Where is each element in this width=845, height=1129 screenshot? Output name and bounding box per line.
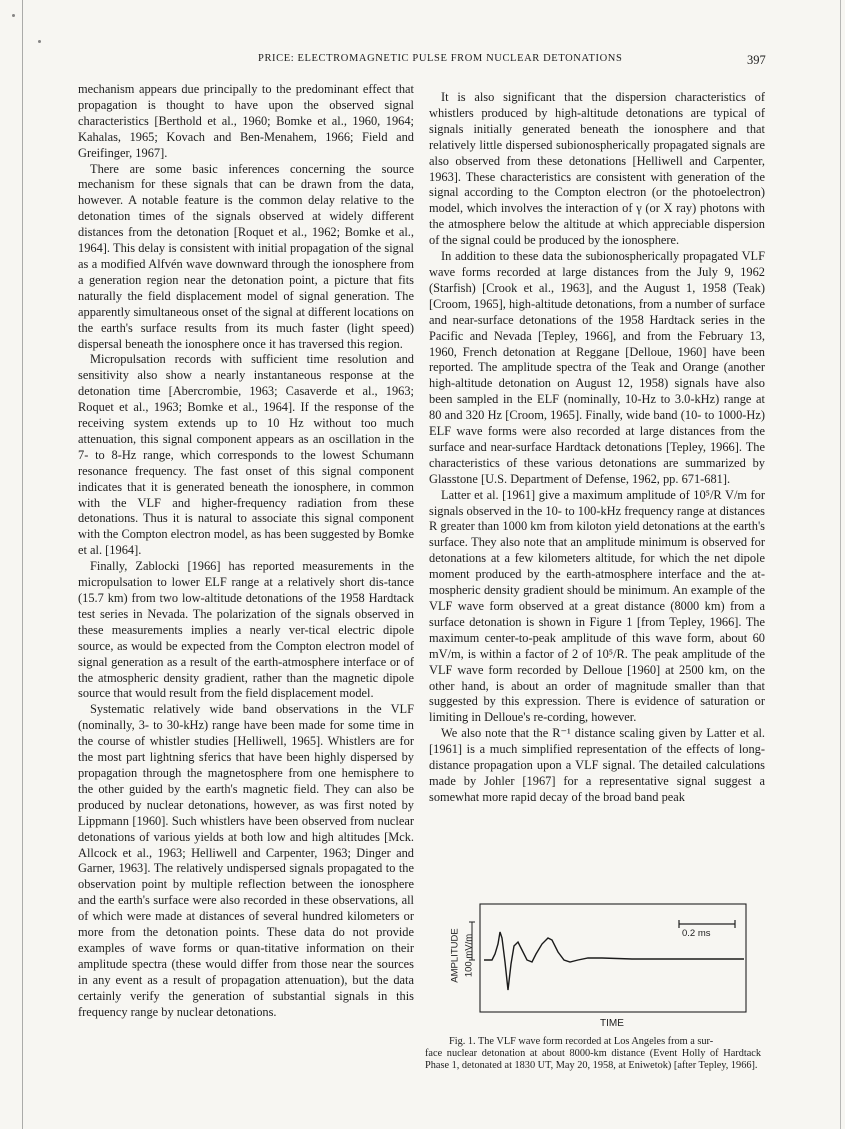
paragraph: Systematic relatively wide band observations in the VLF (nominally, 3- to 30-kHz) range have been made for some time in the course of whistler studies [Helliwell, 1965]. Whistlers are for the most part lightning sferics that have been highly dispersed by propagation through the magnetosphere from one hemisphere to the other guided by the earth's magnetic field. They can also be produced by nuclear detonations, however, as was first noted by Lippmann [1960]. Such whistlers have been observed from nuclear detonations of various yields at both low and high altitudes [Mck. Allcock et al., 1963; Helliwell and Carpenter, 1963; Dinger and Garner, 1963]. The relatively undispersed signals propagated to the observation point by multiple reflection between the ionosphere and the earth's surface were also recorded in these observations, all of which were made at distances of several hundred kilometers or more from the detonation points. These data do not provide examples of wave forms or quan-titative information on their amplitude spectra (these would differ from those near the sources in any event as a result of propagation attenuation), but the data certainly verify the generation of substantial signals in this frequency range by nuclear detonations. — [78, 702, 414, 1019]
y-axis-unit: 100 mV/m — [463, 933, 475, 978]
y-axis-label: AMPLITUDE — [449, 928, 461, 983]
scan-edge-right — [840, 0, 841, 1129]
left-column — [78, 82, 414, 1020]
paragraph: We also note that the R⁻¹ distance scaling given by Latter et al. [1961] is a much simplified representation of the effects of long-distance propagation upon a VLF signal. The detailed calculations made by Johler [1967] for a representative signal suggest a somewhat more rapid decay of the broad band peak — [429, 726, 765, 804]
paragraph: It is also significant that the dispersion characteristics of whistlers produced by high-altitude detonations are typical of signals initially generated beneath the ionosphere and that relatively little dispersed subionospherically propagated signals are also observed from these detonations [Helliwell and Carpenter, 1963]. These characteristics are consistent with generation of the signal according to the Compton electron (or the photoelectron) model, which involves the interaction of γ (or X ray) photons with the atmosphere below the altitude at which appreciable dispersion of the signal could be produced by the ionosphere. — [429, 90, 765, 248]
caption-text: face nuclear detonation at about 8000-km distance (Event Holly of Hardtack Phase 1, detonated at 1830 UT, May 20, 1958, at Eniwetok) [after Tepley, 1966]. — [425, 1048, 761, 1072]
caption-lead: Fig. 1. The VLF wave form recorded at Los Angeles from a sur- — [449, 1036, 714, 1047]
running-head: PRICE: ELECTROMAGNETIC PULSE FROM NUCLEAR DETONATIONS — [258, 53, 623, 64]
scan-speck — [38, 40, 41, 43]
x-axis-label: TIME — [600, 1018, 624, 1029]
scan-speck — [12, 14, 15, 17]
right-column — [429, 90, 765, 806]
paragraph: Latter et al. [1961] give a maximum amplitude of 10⁵/R V/m for signals observed in the 10- to 100-kHz frequency range at distances R greater than 1000 km from kiloton yield detonations at the earth's surface. They also note that an amplitude minimum is observed for detonations at a few kilometers altitude, for which the net dipole moment produced by the earth-atmosphere interface and the at-mospheric density gradient should be minimum. An example of the VLF wave form observed at a great distance (8000 km) from a surface detonation is shown in Figure 1 [from Tepley, 1966]. The maximum center-to-peak amplitude of this wave form, about 60 mV/m, is within a factor of 2 of 10⁵/R. The peak amplitude of the VLF wave form recorded by Delloue [1960] at 2500 km, on the other hand, is about an order of magnitude smaller than that suggested by this expression. There is evidence of saturation or limiting in Delloue's re-cording, however. — [429, 487, 765, 725]
scan-edge-left — [22, 0, 23, 1129]
paragraph: There are some basic inferences concerning the source mechanism for these signals that can be drawn from the data, however. A notable feature is the common delay relative to the detonation times of the signals observed at widely different distances from the detonation [Roquet et al., 1962; Bomke et al., 1964]. This delay is consistent with initial propagation of the signal as a modified Alfvén wave downward through the ionosphere from a generation region near the detonation point, a picture that fits naturally the field displacement model of signal generation. The apparently simultaneous onset of the signal at different locations on the earth's surface results from its much faster (light speed) dispersal beneath the ionosphere once it has traversed this region. — [78, 161, 414, 351]
paragraph: mechanism appears due principally to the predominant effect that propagation is thought to have upon the observed signal characteristics [Berthold et al., 1960; Bomke et al., 1960, 1964; Kahalas, 1965; Kovach and Ben-Menahem, 1966; Field and Greifinger, 1967]. — [78, 82, 414, 160]
paragraph: In addition to these data the subionospherically propagated VLF wave forms recorded at large distances from the July 9, 1962 (Starfish) [Crook et al., 1963], and the August 1, 1958 (Teak) [Croom, 1965], high-altitude detonations, from a number of surface and near-surface detonations of the 1958 Hardtack series in the Pacific and Nevada [Tepley, 1966], and from the February 13, 1960, French detonation at Reggane [Delloue, 1960] have been reported. The amplitude spectra of the Teak and Orange (another high-altitude detonation on August 12, 1958) signals have also been sampled in the ELF (nominally, 10-Hz to 3.0-kHz) range at 80 and 320 Hz [Croom, 1965]. Finally, wide band (10- to 1000-Hz) ELF wave forms were also recorded at large distances from the surface and near-surface Hardtack detonations [Tepley, 1966]. The characteristics of these various detonations are summarized by Glasstone [U.S. Department of Defense, 1962, pp. 671-681]. — [429, 249, 765, 486]
waveform-plot — [432, 902, 762, 1032]
paragraph: Micropulsation records with sufficient time resolution and sensitivity also show a nearly instantaneous response at the detonation time [Abercrombie, 1963; Casaverde et al., 1963; Roquet et al., 1963; Bomke et al., 1964]. If the response of the receiving system extends up to 10 Hz without too much attenuation, this signal component appears as an oscillation in the 7- to 8-Hz range, which corresponds to the lowest Schumann resonance frequency. The fast onset of this signal component indicates that it is generated beneath the ionosphere, in common with the VLF and higher-frequency radiation from these detonations. Thus it is natural to associate this signal component with the Compton electron model, as has been suggested by Bomke et al. [1964]. — [78, 352, 414, 558]
figure-1 — [432, 902, 762, 1032]
figure-caption — [425, 1036, 761, 1073]
page-number: 397 — [747, 53, 766, 67]
vlf-waveform — [484, 932, 744, 990]
paragraph: Finally, Zablocki [1966] has reported measurements in the micropulsation to lower ELF range at a relatively short dis-tance (15.7 km) from two low-altitude detonations of the 1958 Hardtack test series in Nevada. The polarization of the signals observed in these measurements implies a nearly ver-tical electric dipole source, as would be expected from the Compton electron model of signal generation as a result of the earth-atmosphere interface or of the atmospheric density gradient, rather than the magnetic dipole source that would result from the field displacement model. — [78, 559, 414, 701]
time-scale-label: 0.2 ms — [682, 928, 711, 939]
